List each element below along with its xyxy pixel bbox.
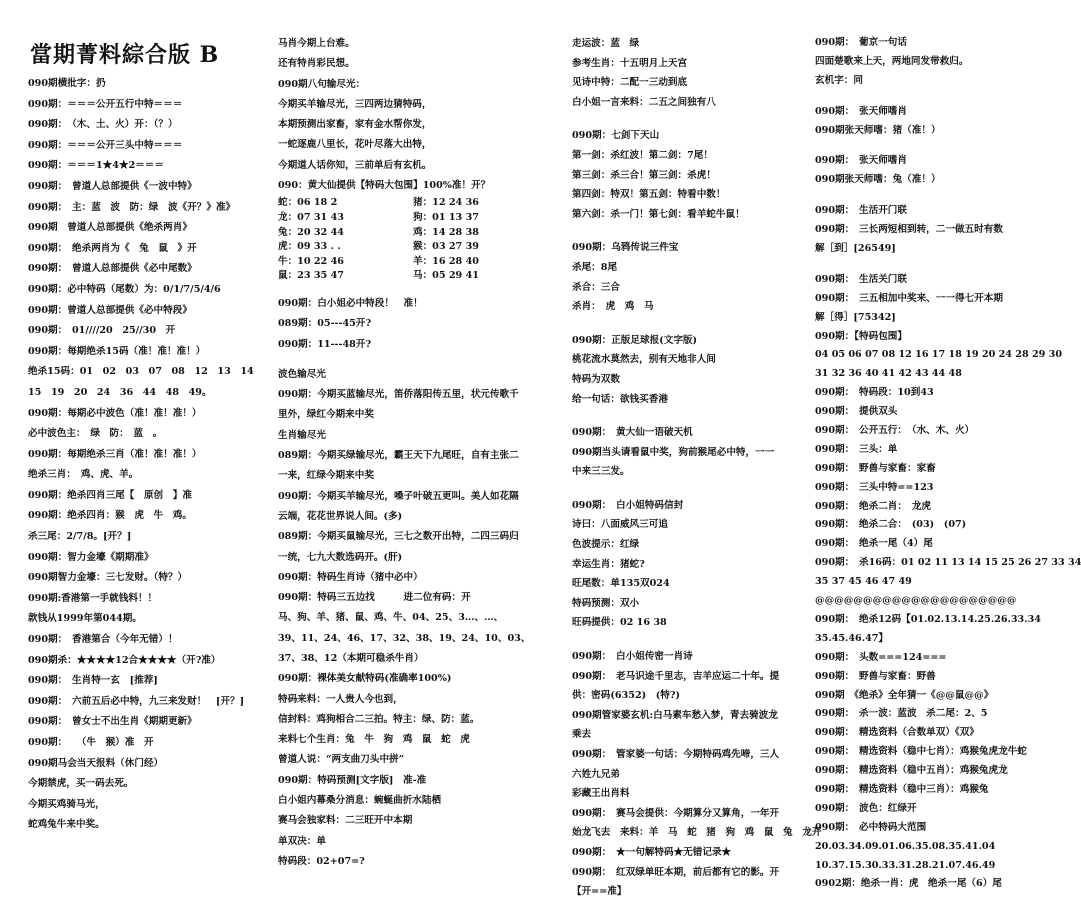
text-line: 090期：【特码包围】 xyxy=(815,330,907,342)
text-line: 090期： 波色：红绿开 xyxy=(815,802,917,814)
text-line: 杀合：三合 xyxy=(572,281,620,293)
text-line: 绝杀三肖： 鸡、虎、羊。 xyxy=(28,469,139,481)
text-line: 090期： 白小姐传密一肖诗 xyxy=(572,651,693,663)
text-line: 走运波：蓝 绿 xyxy=(572,38,640,49)
text-line: 090期： 绝杀二合： (03) (07) xyxy=(815,519,967,531)
table-row xyxy=(278,255,548,270)
text-line: 090期横批字：扔 xyxy=(28,78,106,89)
text-line: 090期：＝＝＝公开五行中特＝＝＝ xyxy=(28,98,183,110)
text-line: 090期： 曾道人总部提供《一波中特》 xyxy=(28,180,197,192)
text-line: 090期： 张天师嗜肖 xyxy=(815,155,907,167)
text-line: 090期： ★一句解特码★无错记录★ xyxy=(572,846,732,858)
table-row xyxy=(278,196,548,211)
text-line: 090期： 杀16码：01 02 11 13 14 15 25 26 27 33 34 xyxy=(815,557,1081,569)
text-line: 第四剑：特双！第五剑：特看中数！ xyxy=(572,189,726,201)
spacer xyxy=(278,355,548,365)
col2-bottom-list xyxy=(278,365,548,872)
text-line: 090期：＝＝＝1★4★2＝＝＝ xyxy=(28,160,164,172)
text-line: 特码为双数 xyxy=(572,373,620,385)
table-cell: 鸡：14 28 38 xyxy=(413,226,479,238)
text-line: 参考生肖：十五明月上天宫 xyxy=(572,57,688,69)
text-line: 090期： 绝杀12码【01.02.13.14.25.26.33.34 xyxy=(815,613,1041,625)
table-cell: 蛇：06 18 2 xyxy=(278,197,338,209)
spacer xyxy=(815,140,1077,152)
text-line: 090期： 杀一波：蓝波 杀二尾：2、5 xyxy=(815,708,988,720)
text-line: 今期道人话你知，三前单后有玄机。 xyxy=(278,159,432,171)
text-line: 090期张天师嗜：兔（准！） xyxy=(815,174,941,186)
text-line: 特码预测：双小 xyxy=(572,597,640,609)
text-line: 中来三三发。 xyxy=(572,466,630,478)
text-line: 090期： 公开五行： （水、木、火） xyxy=(815,425,975,437)
text-line: 一蛇逐鹿八里长，花叶尽落大出特， xyxy=(278,139,432,151)
text-line: 旺码提供：02 16 38 xyxy=(572,617,667,629)
spacer xyxy=(572,224,810,238)
text-line: 第三剑：杀三合！第三剑：杀虎！ xyxy=(572,169,716,181)
text-line: 090期：必中特码（尾数）为：0/1/7/5/4/6 xyxy=(28,283,221,295)
text-line: 090期：＝＝＝公开三头中特＝＝＝ xyxy=(28,139,183,151)
text-line: 马肖今期上台难。 xyxy=(278,38,355,49)
text-line: 37、38、12（本期可稳杀牛肖） xyxy=(278,652,424,664)
table-cell: 狗：01 13 37 xyxy=(413,211,479,223)
text-line: 生肖输尽光 xyxy=(278,429,326,441)
text-line: 诗曰：八面威风三可追 xyxy=(572,519,668,531)
text-line: 白小姐一言来料：二五之间独有八 xyxy=(572,96,716,108)
text-line: 089期：今期买鼠输尽光，三七之数开出特，二四三码归 xyxy=(278,531,519,543)
text-line: 090期：每期必中波色（准！准！准！） xyxy=(28,407,202,419)
text-line: 090期： 绝杀二肖： 龙虎 xyxy=(815,500,931,512)
spacer xyxy=(572,633,810,647)
column-1 xyxy=(28,0,268,831)
table-row xyxy=(278,211,548,226)
text-line: 090期： 生活开门联 xyxy=(815,205,907,217)
text-line: 里外，绿红今期来中奖 xyxy=(278,409,374,421)
text-line: 090期当头请看鼠中奖，狗前猴尾必中特，一一 xyxy=(572,446,775,458)
text-line: 090期 《绝杀》全年猜一《@@鼠@@》 xyxy=(815,689,994,701)
text-line: 090期： 头数===124=== xyxy=(815,651,947,663)
text-line: 090期：今期买蓝输尽光，笛侨落阳传五里，状元传歌千 xyxy=(278,389,519,401)
text-line: 白小姐内幕桑分消息：蜿蜒曲折水陆栖 xyxy=(278,795,442,807)
table-cell: 猴：03 27 39 xyxy=(413,241,479,253)
text-line: 090期： 赛马会提供：今期算分又算角，一年开 xyxy=(572,807,780,819)
text-line: 090期：今期买羊输尽光，嗓子叶破五更叫。美人如花隔 xyxy=(278,490,519,502)
col3-secret-poem xyxy=(572,647,822,902)
text-line: 39、11、24、46、17、32、38、19、24、10、03、 xyxy=(278,632,531,644)
text-line: 090期： 绝杀一尾（4）尾 xyxy=(815,538,933,550)
spacer xyxy=(815,190,1077,202)
text-line: 今期买鸡骑马光， xyxy=(28,798,105,810)
text-line: 090期： 三头中特==123 xyxy=(815,481,934,493)
column-3 xyxy=(572,0,822,898)
text-line: 玄机字：同 xyxy=(815,74,863,86)
text-line: 090期 曾道人总部提供《绝杀两肖》 xyxy=(28,222,192,234)
text-line: 090期： 老马识途千里志，吉羊应运二十年。提 xyxy=(572,670,780,682)
col3-seven-swords xyxy=(572,126,810,224)
col4-top-list xyxy=(815,34,1077,91)
text-line: 090期： 葡京一句话 xyxy=(815,37,907,48)
col4-tianshi-1 xyxy=(815,103,1077,141)
text-line: 35.45.46.47】 xyxy=(815,632,889,644)
text-line: 杀肖： 虎 鸡 马 xyxy=(572,301,654,313)
text-line: 090期杀：★★★★12合★★★★（开?准） xyxy=(28,654,221,666)
text-line: 090期：白小姐必中特段！ 准！ xyxy=(278,297,423,309)
text-line: 090期： 曾女士不出生肖《期期更新》 xyxy=(28,716,197,728)
text-line: 曾道人说：“两支曲刀头中拼” xyxy=(278,754,405,766)
table-cell: 牛：10 22 46 xyxy=(278,255,344,267)
text-line: 090期： 01////20 25//30 开 xyxy=(28,325,176,337)
text-line: 特码段：02+07=? xyxy=(278,855,365,867)
text-line: 31 32 36 40 41 42 43 44 48 xyxy=(815,368,962,380)
text-line: 第六剑：杀一门！第七剑：看羊蛇牛鼠！ xyxy=(572,208,745,220)
spacer xyxy=(572,317,810,331)
text-line: 090期： 生肖特一玄 [推荐] xyxy=(28,675,158,687)
text-line: 赛马会独家料：二三旺开中本期 xyxy=(278,815,413,827)
text-line: 090期： （木、土、火）开：（？） xyxy=(28,119,178,131)
text-line: 090期： 提供双头 xyxy=(815,406,898,418)
text-line: 089期：05---45开? xyxy=(278,318,372,330)
text-line: 090期： 白小姐特码信封 xyxy=(572,499,684,511)
text-line: 090期： （牛 猴）准 开 xyxy=(28,737,154,748)
col4-open-couplet xyxy=(815,202,1077,259)
text-line: 090期:香港第一手就钱料！！ xyxy=(28,592,158,604)
text-line: 090期张天师嗜：猪（准！） xyxy=(815,124,941,136)
text-line: 090期： 野兽与家畜：野兽 xyxy=(815,670,936,682)
text-line: 090期：七剑下天山 xyxy=(572,130,660,142)
table-row xyxy=(278,240,548,255)
text-line: 090期：绝杀四肖三尾【 原创 】准 xyxy=(28,489,192,501)
text-line: 090期： 黄大仙一语破天机 xyxy=(572,427,693,439)
text-line: 蛇鸡兔牛来中奖。 xyxy=(28,819,105,831)
text-line: 090期： 绝杀两肖为《 兔 鼠 》开 xyxy=(28,242,197,254)
table-row xyxy=(278,269,548,284)
text-line: 杀尾：8尾 xyxy=(572,261,618,273)
text-line: 15 19 20 24 36 44 48 49。 xyxy=(28,386,212,398)
text-line: 090期管家婆玄机:白马素车愁入梦，青去骑波龙 xyxy=(572,709,778,721)
col3-top-list xyxy=(572,34,810,112)
text-line: 090期： 三头：单 xyxy=(815,443,898,455)
text-line: 始龙飞去 来料：羊 马 蛇 猪 狗 鸡 鼠 兔 龙开 xyxy=(572,827,822,839)
text-line: 六姓九兄弟 xyxy=(572,768,620,780)
zodiac-number-table xyxy=(278,196,548,284)
col3-huang-daxian xyxy=(572,423,810,482)
text-line: 0902期：绝杀一肖：虎 绝杀一尾（6）尾 xyxy=(815,878,1002,890)
text-line: 090期： 特码段：10到43 xyxy=(815,387,934,399)
table-cell: 羊：16 28 40 xyxy=(413,255,479,267)
text-line: 本期预测出家畜，家有金水帮你发， xyxy=(278,119,432,131)
col2-top-list xyxy=(278,34,548,196)
text-line: 090期：正版足球报(文字版) xyxy=(572,334,698,346)
text-line: 来料七个生肖：兔 牛 狗 鸡 鼠 蛇 虎 xyxy=(278,734,470,746)
table-row xyxy=(278,226,548,241)
col3-crow-legend xyxy=(572,238,810,316)
text-line: 090期： 红双绿单旺本期，前后都有它的影。开 xyxy=(572,866,780,878)
text-line: 090期：曾道人总部提供《必中特段》 xyxy=(28,304,192,316)
col4-close-couplet xyxy=(815,271,1081,894)
text-line: 第一剑：杀红波！第二剑：7尾！ xyxy=(572,149,713,161)
text-line: 090期： 精选资料（稳中七肖）：鸡猴兔虎龙牛蛇 xyxy=(815,746,1027,758)
text-line: 090期：特码预测[文字版] 准-准 xyxy=(278,774,427,786)
text-line: 特码来料：一人贵人今也到， xyxy=(278,693,403,705)
text-line: 090期：11---48开? xyxy=(278,338,372,350)
text-line: 旺尾数：单135双024 xyxy=(572,578,670,590)
text-line: 【开==准】 xyxy=(572,886,627,898)
spacer xyxy=(572,409,810,423)
text-line: 幸运生肖：猪蛇? xyxy=(572,558,645,570)
text-line: 090期： 三五相加中奖来、一一得七开本期 xyxy=(815,292,1003,304)
table-cell: 龙：07 31 43 xyxy=(278,211,344,223)
spacer xyxy=(572,112,810,126)
text-line: @@@@@@@@@@@@@@@@@@@@@ xyxy=(815,595,1017,607)
text-line: 090期：智力金壕《期期准》 xyxy=(28,551,154,563)
col2-mid-list xyxy=(278,294,548,355)
text-line: 090期： 香港第合（今年无错）！ xyxy=(28,634,178,646)
column-2 xyxy=(278,0,548,867)
text-line: 解［到］[26549] xyxy=(815,243,896,255)
text-line: 一来，红绿今期来中奖 xyxy=(278,470,374,482)
text-line: 必中波色主： 绿 防： 蓝 。 xyxy=(28,428,163,440)
text-line: 090期：乌鸦传说三件宝 xyxy=(572,242,679,254)
text-line: 彩藏王出肖料 xyxy=(572,788,630,800)
text-line: 色波提示：红绿 xyxy=(572,539,640,551)
text-line: 给一句话：欲钱买香港 xyxy=(572,393,668,405)
text-line: 乘去 xyxy=(572,729,592,741)
spacer xyxy=(572,482,810,496)
text-line: 090期： 主：蓝 波 防：绿 波《开？》准》 xyxy=(28,201,236,213)
col1-list xyxy=(28,74,268,836)
text-line: 090期： 三长两短相到转，二一做五时有数 xyxy=(815,224,1003,236)
text-line: 090期： 曾道人总部提供《必中尾数》 xyxy=(28,263,197,275)
text-line: 089期：今期买绿输尽光，霸王天下九尾旺，自有主张二 xyxy=(278,450,519,462)
text-line: 桃花流水莫然去，别有天地非人间 xyxy=(572,354,716,366)
text-line: 090期： 张天师嗜肖 xyxy=(815,105,907,117)
text-line: 090期： 六前五后必中特，九三来发财！ [开？] xyxy=(28,695,245,707)
text-line: 一统，七九大数选码开。(肝) xyxy=(278,551,403,563)
text-line: 090期马会当天报料（休门经） xyxy=(28,757,164,769)
text-line: 今期买羊输尽光，三四两边猜特码， xyxy=(278,98,432,110)
text-line: 波色输尽光 xyxy=(278,368,326,380)
text-line: 见诗中特：二配一三动到底 xyxy=(572,77,688,89)
text-line: 解［得］[75342] xyxy=(815,311,896,323)
text-line: 单双决：单 xyxy=(278,835,326,847)
text-line: 090期： 必中特码大范围 xyxy=(815,821,927,833)
text-line: 绝杀15码：01 02 03 07 08 12 13 14 xyxy=(28,366,254,378)
text-line: 090期： 野兽与家畜：家畜 xyxy=(815,462,936,474)
text-line: 还有特肖彩民想。 xyxy=(278,58,355,70)
table-cell: 马：05 29 41 xyxy=(413,270,479,282)
table-cell: 鼠：23 35 47 xyxy=(278,270,344,282)
text-line: 四面楚歌来上天，两地同发带救归。 xyxy=(815,55,969,67)
text-line: 马、狗、羊、猪、鼠、鸡、牛、04、25、3…、…、 xyxy=(278,612,504,624)
col3-football-paper xyxy=(572,331,810,409)
text-line: 090期：每期绝杀15码（准！准！准！） xyxy=(28,345,206,357)
text-line: 090期： 精选资料（稳中三肖）：鸡猴兔 xyxy=(815,783,989,795)
text-line: 信封料：鸡狗相合二三拍。特主：绿、防：蓝。 xyxy=(278,713,480,725)
text-line: 090：黄大仙提供【特码大包围】100%准！开？ xyxy=(278,180,491,192)
table-cell: 虎：09 33 . . xyxy=(278,241,341,253)
text-line: 今期禁虎，买一码去死。 xyxy=(28,778,134,790)
text-line: 090期： 生活关门联 xyxy=(815,273,907,285)
text-line: 20.03.34.09.01.06.35.08.35.41.04 xyxy=(815,840,996,852)
text-line: 090期智力金壕：三七发财。（特？） xyxy=(28,572,188,584)
page-title: 當期菁料綜合版 B xyxy=(30,42,220,68)
text-line: 杀三尾：2/7/8。[开？] xyxy=(28,531,132,543)
text-line: 090期：特码生肖诗（猪中必中） xyxy=(278,571,423,583)
text-line: 款钱从1999年第044期。 xyxy=(28,613,142,625)
col3-envelope xyxy=(572,496,810,633)
text-line: 090期： 精选资料（合数单双）《双》 xyxy=(815,727,979,739)
spacer xyxy=(278,284,548,294)
text-line: 35 37 45 46 47 49 xyxy=(815,576,912,588)
col4-tianshi-2 xyxy=(815,152,1077,190)
table-cell: 兔：20 32 44 xyxy=(278,226,344,238)
text-line: 090期： 管家婆一句话：今期特码鸡先啼，三人 xyxy=(572,749,780,760)
spacer xyxy=(815,259,1077,271)
text-line: 供：密码(6352) (特?) xyxy=(572,690,681,702)
text-line: 090期：特码三五边找 进二位有码：开 xyxy=(278,592,471,604)
text-line: 090期八句输尽光： xyxy=(278,78,366,90)
text-line: 090期：裸体美女献特码(准确率100%) xyxy=(278,673,452,685)
text-line: 10.37.15.30.33.31.28.21.07.46.49 xyxy=(815,859,996,871)
table-cell: 猪：12 24 36 xyxy=(413,197,479,209)
column-4 xyxy=(815,0,1081,890)
spacer xyxy=(815,91,1077,103)
text-line: 云端，花花世界说人间。(多) xyxy=(278,510,403,522)
text-line: 090期： 精选资料（稳中五肖）：鸡猴兔虎龙 xyxy=(815,765,1008,777)
text-line: 04 05 06 07 08 12 16 17 18 19 20 24 28 29 30 xyxy=(815,349,1063,361)
text-line: 090期：绝杀四肖：猴 虎 牛 鸡。 xyxy=(28,510,192,522)
text-line: 090期：每期绝杀三肖（准！准！准！） xyxy=(28,448,202,460)
